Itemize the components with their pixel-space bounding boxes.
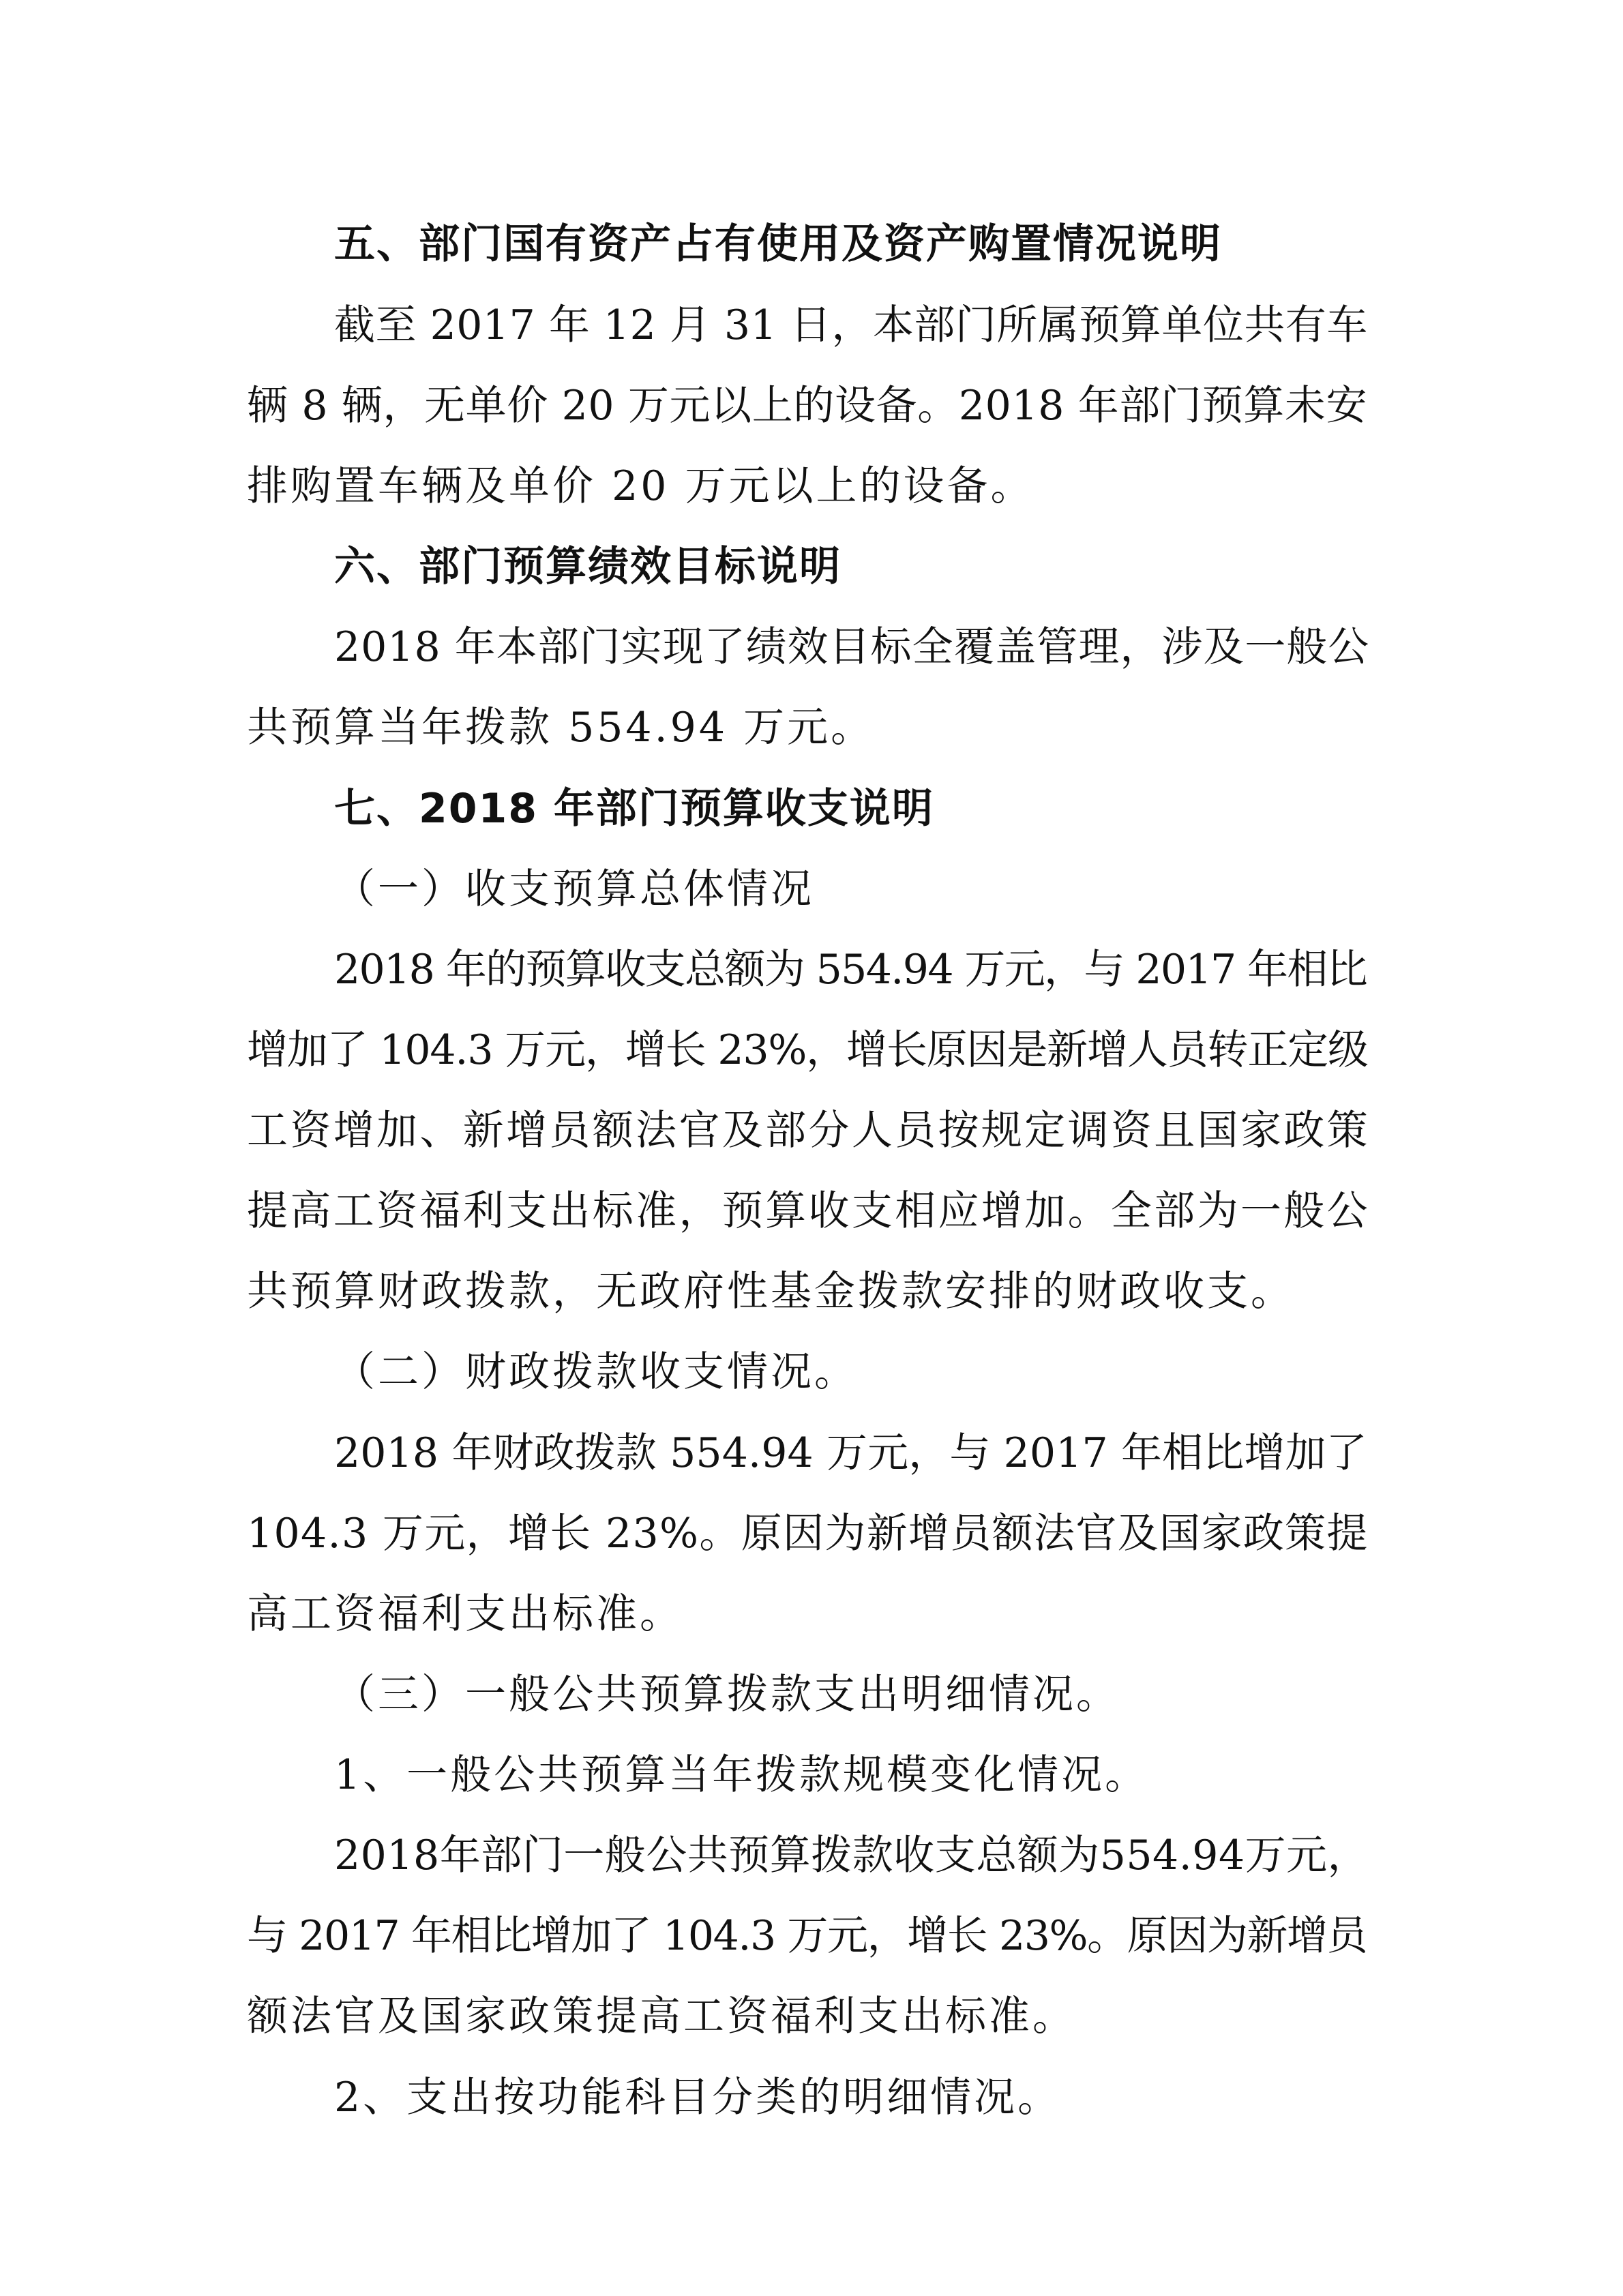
paragraph-line: 工资增加、新增员额法官及部分人员按规定调资且国家政策 [247, 1107, 1370, 1154]
paragraph-line: 额法官及国家政策提高工资福利支出标准。 [247, 1993, 1076, 2040]
paragraph-line: 共预算当年拨款 554.94 万元。 [247, 704, 875, 751]
paragraph-line: 104.3 万元，增长 23%。原因为新增员额法官及国家政策提 [247, 1510, 1369, 1557]
paragraph-line: 2018 年的预算收支总额为 554.94 万元，与 2017 年相比 [334, 946, 1367, 994]
paragraph-line: 提高工资福利支出标准，预算收支相应增加。全部为一般公 [247, 1187, 1370, 1235]
paragraph-line: 截至 2017 年 12 月 31 日，本部门所属预算单位共有车 [334, 301, 1368, 349]
subsection-heading: （一）收支预算总体情况 [334, 865, 814, 913]
subsection-heading: （三）一般公共预算拨款支出明细情况。 [334, 1671, 1120, 1718]
paragraph-line: 辆 8 辆，无单价 20 万元以上的设备。2018 年部门预算未安 [247, 382, 1368, 430]
paragraph-line: 2018 年财政拨款 554.94 万元，与 2017 年相比增加了 [334, 1429, 1367, 1477]
paragraph-line: 2018 年本部门实现了绩效目标全覆盖管理，涉及一般公 [334, 623, 1370, 671]
section-heading-budget: 七、2018 年部门预算收支说明 [334, 785, 934, 833]
subsection-heading: （二）财政拨款收支情况。 [334, 1348, 858, 1396]
paragraph-line: 与 2017 年相比增加了 104.3 万元，增长 23%。原因为新增员 [247, 1912, 1367, 1960]
paragraph-line: 增加了 104.3 万元，增长 23%，增长原因是新增人员转正定级 [247, 1026, 1368, 1074]
list-item-heading: 1、一般公共预算当年拨款规模变化情况。 [334, 1751, 1149, 1799]
section-heading-performance: 六、部门预算绩效目标说明 [334, 543, 842, 591]
paragraph-line: 高工资福利支出标准。 [247, 1590, 683, 1638]
paragraph-line: 共预算财政拨款，无政府性基金拨款安排的财政收支。 [247, 1268, 1294, 1315]
paragraph-line: 2018年部门一般公共预算拨款收支总额为554.94万元， [334, 1832, 1369, 1879]
section-heading-assets: 五、部门国有资产占有使用及资产购置情况说明 [334, 220, 1222, 268]
paragraph-line: 排购置车辆及单价 20 万元以上的设备。 [247, 462, 1034, 510]
list-item-heading: 2、支出按功能科目分类的明细情况。 [334, 2074, 1062, 2121]
